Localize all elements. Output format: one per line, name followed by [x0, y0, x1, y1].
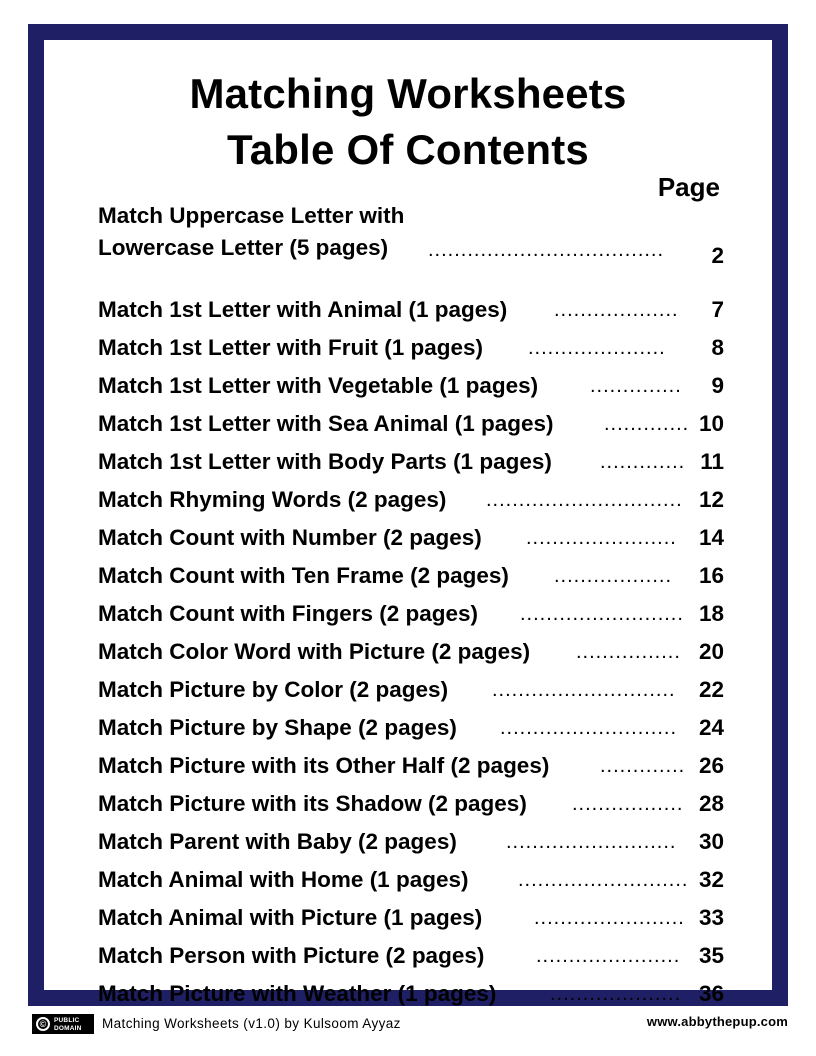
toc-entry-label: Match Count with Number (2 pages) — [98, 525, 482, 550]
page-border-frame — [28, 24, 788, 1006]
toc-leader-dots: ............. — [600, 451, 686, 473]
title-line-2: Table Of Contents — [227, 126, 589, 173]
title-line-1: Matching Worksheets — [189, 70, 627, 117]
footer-credit: Matching Worksheets (v1.0) by Kulsoom Ayyaz — [102, 1016, 401, 1031]
toc-leader-dots: ............. — [600, 755, 686, 777]
public-domain-icon: © — [36, 1017, 50, 1031]
toc-leader-dots: ....................... — [526, 527, 677, 549]
toc-entry-label: Match 1st Letter with Body Parts (1 pages) — [98, 449, 552, 474]
toc-leader-dots: ..................... — [528, 337, 666, 359]
toc-page-number: 9 — [711, 373, 724, 398]
toc-entry-label: Match Animal with Home (1 pages) — [98, 867, 469, 892]
toc-entry[interactable] — [98, 362, 738, 400]
toc-entry[interactable] — [98, 742, 738, 780]
toc-entry[interactable] — [98, 552, 738, 590]
toc-entry[interactable] — [98, 780, 738, 818]
toc-entry[interactable] — [98, 476, 738, 514]
toc-page-number: 33 — [698, 905, 724, 930]
toc-leader-dots: .............. — [590, 375, 682, 397]
toc-page-number: 18 — [698, 601, 724, 626]
toc-entry-label: Match Picture by Shape (2 pages) — [98, 715, 457, 740]
toc-leader-dots: .................................... — [428, 239, 665, 261]
toc-leader-dots: .................... — [550, 983, 682, 1005]
toc-page-number: 35 — [698, 943, 724, 968]
toc-page-number: 36 — [698, 981, 724, 1006]
page-footer — [32, 1014, 788, 1038]
toc-page-number: 26 — [698, 753, 724, 778]
toc-page-number: 10 — [698, 411, 724, 436]
toc-entry-label: Match 1st Letter with Animal (1 pages) — [98, 297, 508, 322]
toc-leader-dots: ......................... — [520, 603, 684, 625]
toc-page-number: 30 — [698, 829, 724, 854]
toc-page-number: 12 — [698, 487, 724, 512]
content-area — [44, 40, 772, 1006]
toc-entry-label-line2: Lowercase Letter (5 pages) — [98, 235, 389, 260]
toc-leader-dots: .......................... — [506, 831, 677, 853]
toc-entry[interactable] — [98, 666, 738, 704]
toc-entry-label: Match Rhyming Words (2 pages) — [98, 487, 447, 512]
public-domain-label-line1: PUBLIC — [54, 1017, 80, 1024]
toc-entry-label: Match Count with Fingers (2 pages) — [98, 601, 479, 626]
toc-entry-label-line1: Match Uppercase Letter with — [98, 203, 405, 228]
toc-leader-dots: ................... — [554, 299, 679, 321]
toc-page-number: 8 — [711, 335, 724, 360]
toc-entry[interactable] — [98, 704, 738, 742]
toc-entry-label: Match 1st Letter with Sea Animal (1 pages) — [98, 411, 554, 436]
public-domain-label — [54, 1017, 82, 1032]
toc-entry-label: Match Animal with Picture (1 pages) — [98, 905, 483, 930]
public-domain-badge — [32, 1014, 94, 1034]
toc-page-number: 11 — [700, 449, 724, 474]
toc-entry[interactable] — [98, 286, 738, 324]
toc-entry-label — [98, 200, 404, 264]
toc-page-number: 20 — [698, 639, 724, 664]
toc-entry[interactable] — [98, 894, 738, 932]
toc-entry-label: Match Parent with Baby (2 pages) — [98, 829, 457, 854]
toc-leader-dots: ................ — [576, 641, 681, 663]
toc-entry[interactable] — [98, 818, 738, 856]
toc-entry[interactable] — [98, 514, 738, 552]
toc-entry-label: Match Person with Picture (2 pages) — [98, 943, 485, 968]
toc-entry[interactable] — [98, 200, 738, 286]
toc-entry-label: Match Color Word with Picture (2 pages) — [98, 639, 531, 664]
toc-entry[interactable] — [98, 400, 738, 438]
table-of-contents — [98, 200, 738, 1008]
toc-leader-dots: ............................ — [492, 679, 676, 701]
toc-page-number: 22 — [698, 677, 724, 702]
toc-entry-label: Match Picture by Color (2 pages) — [98, 677, 449, 702]
toc-entry-label: Match Picture with its Other Half (2 pages) — [98, 753, 550, 778]
page-column-header: Page — [657, 172, 720, 202]
toc-entry[interactable] — [98, 590, 738, 628]
public-domain-label-line2: DOMAIN — [54, 1024, 82, 1032]
toc-page-number: 2 — [711, 243, 724, 268]
toc-leader-dots: ...................... — [536, 945, 681, 967]
toc-entry-label: Match 1st Letter with Vegetable (1 pages) — [98, 373, 539, 398]
toc-entry[interactable] — [98, 932, 738, 970]
toc-leader-dots: .................. — [554, 565, 673, 587]
toc-page-number: 16 — [698, 563, 724, 588]
toc-entry[interactable] — [98, 970, 738, 1008]
toc-entry-label: Match Count with Ten Frame (2 pages) — [98, 563, 509, 588]
toc-entry[interactable] — [98, 628, 738, 666]
toc-entry[interactable] — [98, 856, 738, 894]
toc-entry-label: Match Picture with its Shadow (2 pages) — [98, 791, 527, 816]
toc-page-number: 7 — [711, 297, 724, 322]
toc-page-number: 32 — [698, 867, 724, 892]
toc-leader-dots: .............................. — [486, 489, 683, 511]
toc-page-number: 24 — [698, 715, 724, 740]
toc-page-number: 14 — [698, 525, 724, 550]
toc-leader-dots: ........................... — [500, 717, 678, 739]
toc-entry-label: Match 1st Letter with Fruit (1 pages) — [98, 335, 484, 360]
toc-leader-dots: ....................... — [534, 907, 685, 929]
toc-leader-dots: ............. — [604, 413, 690, 435]
toc-entry-label: Match Picture with Weather (1 pages) — [98, 981, 497, 1006]
toc-leader-dots: .......................... — [518, 869, 689, 891]
toc-page-number: 28 — [698, 791, 724, 816]
toc-entry[interactable] — [98, 438, 738, 476]
toc-entry[interactable] — [98, 324, 738, 362]
toc-leader-dots: ................. — [572, 793, 684, 815]
footer-website-link[interactable]: www.abbythepup.com — [646, 1014, 788, 1029]
